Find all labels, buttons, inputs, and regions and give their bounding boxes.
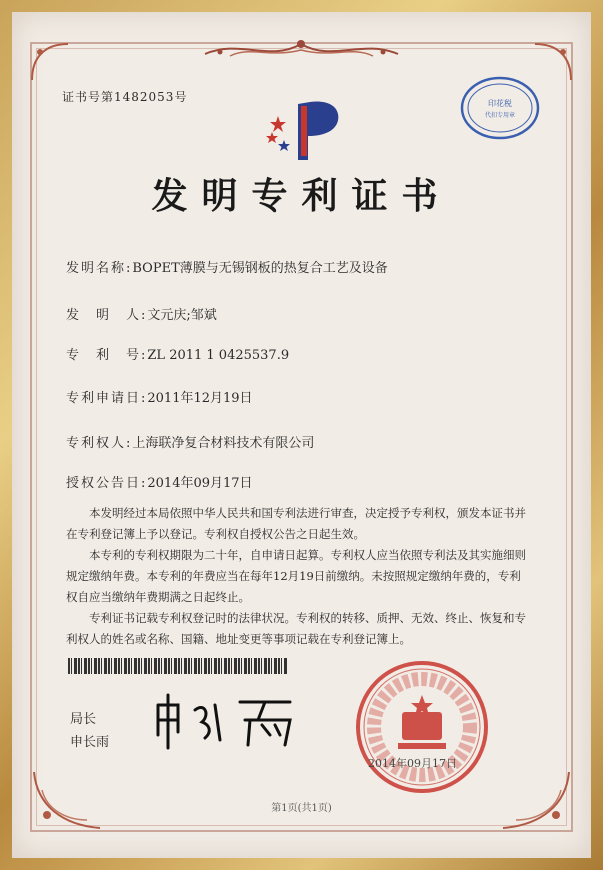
field-invention-name: [66, 257, 388, 276]
svg-text:代扣专用章: 代扣专用章: [484, 112, 516, 119]
field-value: 文元庆;邹斌: [147, 308, 217, 323]
field-application-date: [66, 387, 253, 406]
certificate-title: 发明专利证书: [151, 175, 452, 217]
field-inventors: [66, 304, 217, 323]
field-patent-number: [66, 344, 289, 363]
paragraph-term: 本专利的专利权期限为二十年，自申请日起算。专利权人应当依照专利法及其实施细则规定缴纳年费。本专利的年费应当在每年12月19日前缴纳。未按照规定缴纳年费的，专利权自应当缴纳年费期满之日起终止。: [66, 548, 526, 604]
director-name: 申长雨: [70, 735, 110, 750]
field-value: 上海联净复合材料技术有限公司: [132, 436, 315, 451]
svg-text:印花税: 印花税: [488, 99, 512, 108]
certificate-number: 证书号第1482053号: [62, 90, 188, 104]
official-seal: [352, 657, 492, 797]
field-label: 专利权人:: [66, 436, 133, 451]
field-value: BOPET薄膜与无锡钢板的热复合工艺及设备: [132, 261, 388, 276]
director-title: 局长: [70, 712, 97, 727]
certificate-body: [66, 503, 528, 650]
issue-date: 2014年09月17日: [368, 757, 457, 770]
field-label: 专利申请日:: [66, 391, 148, 406]
field-label: 专 利 号:: [66, 348, 148, 363]
barcode: [68, 658, 288, 674]
field-value: 2014年09月17日: [147, 476, 253, 491]
field-label: 授权公告日:: [66, 476, 148, 491]
field-label: 发 明 人:: [66, 308, 148, 323]
approval-stamp: [459, 76, 541, 140]
field-value: 2011年12月19日: [147, 391, 253, 406]
page-footer: 第1页(共1页): [271, 803, 332, 814]
director-signature: [150, 690, 300, 750]
field-grant-date: [66, 472, 253, 491]
corner-ornament-top-left: [30, 42, 70, 82]
field-value: ZL 2011 1 0425537.9: [147, 348, 290, 363]
top-ornament: [200, 34, 403, 64]
field-label: 发明名称:: [66, 261, 133, 276]
field-patentee: [66, 432, 314, 451]
patent-office-logo: [258, 96, 348, 168]
paragraph-grant: 本发明经过本局依照中华人民共和国专利法进行审查，决定授予专利权，颁发本证书并在专利登记簿上予以登记。专利权自授权公告之日起生效。: [66, 506, 526, 541]
paragraph-register: 专利证书记载专利权登记时的法律状况。专利权的转移、质押、无效、终止、恢复和专利权人的姓名或名称、国籍、地址变更等事项记载在专利登记簿上。: [66, 611, 526, 646]
